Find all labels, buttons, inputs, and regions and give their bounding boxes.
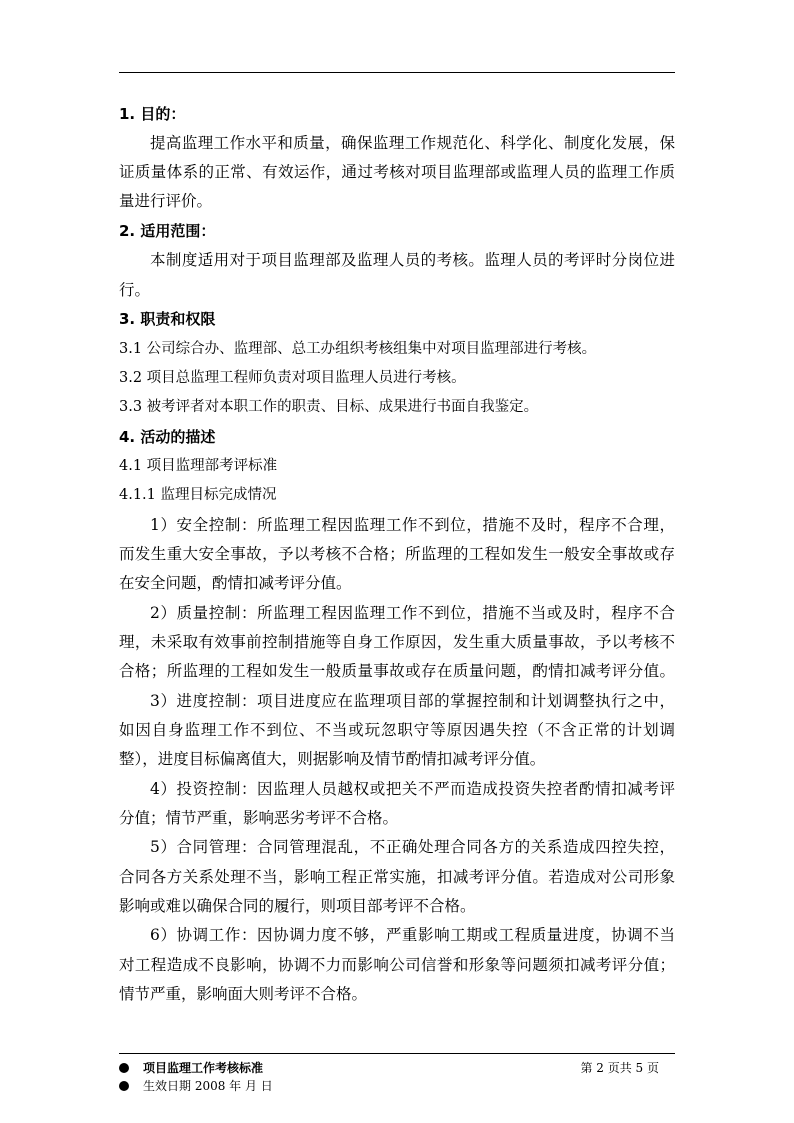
header-rule: [119, 72, 675, 73]
bullet-icon: [119, 1063, 129, 1073]
clause-line: 3.1 公司综合办、监理部、总工办组织考核组集中对项目监理部进行考核。: [119, 341, 597, 357]
paragraph-line: 证质量体系的正常、有效运作，通过考核对项目监理部或监理人员的监理工作质: [119, 163, 675, 181]
clause-line: 3.2 项目总监理工程师负责对项目监理人员进行考核。: [119, 370, 466, 386]
list-item-line: 3）进度控制：项目进度应在监理项目部的掌握控制和计划调整执行之中，: [150, 692, 675, 710]
list-item-line: 合同各方关系处理不当，影响工程正常实施，扣减考评分值。若造成对公司形象: [119, 868, 675, 886]
paragraph-line: 行。: [119, 281, 151, 299]
footer-document-title: 项目监理工作考核标准: [143, 1061, 264, 1075]
effective-date: 生效日期 2008 年 月 日: [143, 1079, 273, 1093]
footer-row-title: [119, 1059, 675, 1077]
list-item-line: 4）投资控制：因监理人员越权或把关不严而造成投资失控者酌情扣减考评: [150, 780, 675, 798]
footer-row-date: [119, 1077, 675, 1095]
list-item-line: 情节严重，影响面大则考评不合格。: [119, 985, 368, 1003]
list-item-line: 影响或难以确保合同的履行，则项目部考评不合格。: [119, 897, 476, 915]
list-item-line: 合格；所监理的工程如发生一般质量事故或存在质量问题，酌情扣减考评分值。: [119, 662, 675, 680]
bullet-icon: [119, 1081, 129, 1091]
page-number: 第 2 页共 5 页: [580, 1061, 659, 1075]
clause-line: 3.3 被考评者对本职工作的职责、目标、成果进行书面自我鉴定。: [119, 399, 539, 415]
paragraph-line: 提高监理工作水平和质量，确保监理工作规范化、科学化、制度化发展，保: [150, 134, 675, 152]
list-item-line: 整），进度目标偏离值大，则据影响及情节酌情扣减考评分值。: [119, 750, 546, 768]
section-heading: 2. 适用范围：: [119, 222, 216, 240]
list-item-line: 5）合同管理：合同管理混乱，不正确处理合同各方的关系造成四控失控，: [150, 838, 675, 856]
subsection-heading: 4.1 项目监理部考评标准: [119, 458, 278, 474]
section-heading: 3. 职责和权限: [119, 310, 216, 328]
list-item-line: 2）质量控制：所监理工程因监理工作不到位，措施不当或及时，程序不合: [150, 604, 675, 622]
list-item-line: 理，未采取有效事前控制措施等自身工作原因，发生重大质量事故，予以考核不: [119, 633, 675, 651]
paragraph-line: 量进行评价。: [119, 192, 213, 210]
subsection-heading: 4.1.1 监理目标完成情况: [119, 487, 277, 503]
list-item-line: 6）协调工作：因协调力度不够，严重影响工期或工程质量进度，协调不当: [150, 926, 675, 944]
list-item-line: 如因自身监理工作不到位、不当或玩忽职守等原因遇失控（不含正常的计划调: [119, 721, 675, 739]
list-item-line: 1）安全控制：所监理工程因监理工作不到位，措施不及时，程序不合理，: [150, 516, 675, 534]
paragraph-line: 本制度适用对于项目监理部及监理人员的考核。监理人员的考评时分岗位进: [150, 251, 675, 269]
list-item-line: 对工程造成不良影响，协调不力而影响公司信誉和形象等问题须扣减考评分值；: [119, 956, 675, 974]
page-footer: [119, 1059, 675, 1099]
section-heading: 4. 活动的描述: [119, 428, 216, 446]
list-item-line: 分值；情节严重，影响恶劣考评不合格。: [119, 809, 399, 827]
section-heading: 1. 目的：: [119, 105, 186, 123]
footer-rule: [119, 1053, 675, 1054]
list-item-line: 在安全问题，酌情扣减考评分值。: [119, 574, 352, 592]
list-item-line: 而发生重大安全事故，予以考核不合格；所监理的工程如发生一般安全事故或存: [119, 545, 675, 563]
